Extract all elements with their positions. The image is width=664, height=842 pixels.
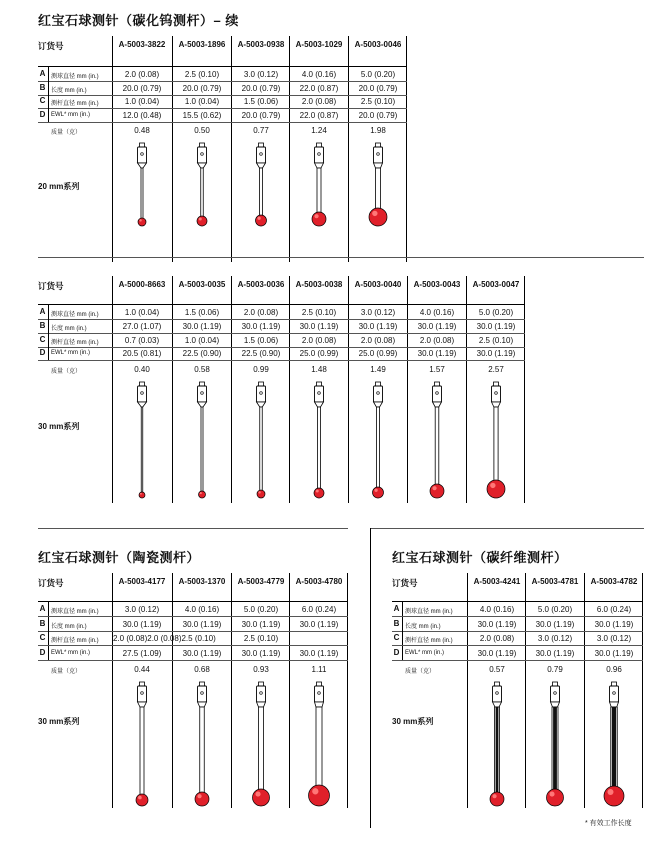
table-cell: 2.0 (0.08): [479, 634, 515, 643]
row-description: 测球直径 mm (in.): [405, 609, 453, 615]
row-key-divider: [48, 333, 49, 347]
order-code: A-5003-4177: [118, 577, 166, 586]
row-key-divider: [48, 67, 49, 81]
table-cell: 1.24: [311, 126, 327, 135]
section-separator: [38, 257, 644, 258]
row-key-divider: [48, 346, 49, 360]
table-cell: 30.0 (1.19): [299, 322, 339, 331]
order-code: A-5003-0035: [178, 280, 226, 289]
table-cell: 30.0 (1.19): [241, 322, 281, 331]
ruby-ball-icon: [604, 786, 624, 806]
table-cell: 20.0 (0.79): [241, 111, 281, 120]
row-description: 长度 mm (in.): [405, 624, 441, 630]
row-description: 测球直径 mm (in.): [51, 312, 99, 318]
table-cell: 4.0 (0.16): [479, 605, 515, 614]
row-rule: [38, 347, 525, 348]
table-rule: [38, 304, 525, 305]
row-rule: [392, 660, 643, 661]
ruby-ball-icon: [253, 789, 270, 806]
row-description: 质量（克）: [51, 669, 82, 675]
row-key-divider: [48, 108, 49, 122]
row-rule: [38, 95, 407, 96]
row-rule: [392, 631, 643, 632]
series-label: 30 mm系列: [38, 422, 80, 431]
stylus-icon: [127, 143, 157, 230]
row-rule: [38, 660, 348, 661]
row-rule: [392, 645, 643, 646]
row-key: D: [39, 348, 46, 357]
order-code: A-5003-1029: [295, 40, 343, 49]
table-cell: 20.5 (0.81): [122, 349, 162, 358]
table-cell: 3.0 (0.12): [596, 634, 632, 643]
table-cell: 20.0 (0.79): [358, 84, 398, 93]
stylus-icon: [304, 382, 334, 502]
row-description: 测杆直径 mm (in.): [405, 638, 453, 644]
table-cell: 2.0 (0.08)2.0 (0.08)2.5 (0.10): [113, 634, 216, 643]
row-description: 测杆直径 mm (in.): [51, 340, 99, 346]
table-cell: 0.58: [194, 365, 210, 374]
stylus-icon: [599, 682, 629, 810]
table-cell: 30.0 (1.19): [417, 322, 457, 331]
row-key: B: [39, 83, 46, 92]
order-number-label: 订货号: [38, 41, 64, 51]
table-cell: 3.0 (0.12): [360, 308, 396, 317]
table-cell: 30.0 (1.19): [594, 649, 634, 658]
table-rule: [38, 601, 348, 602]
stylus-icon: [482, 682, 512, 810]
table-cell: 1.49: [370, 365, 386, 374]
stylus-icon: [363, 143, 393, 230]
table-cell: 1.0 (0.04): [184, 97, 220, 106]
order-code: A-5000-8663: [118, 280, 166, 289]
order-code: A-5003-0938: [237, 40, 285, 49]
table-cell: 30.0 (1.19): [241, 649, 281, 658]
row-key-divider: [48, 646, 49, 660]
ruby-ball-icon: [195, 792, 209, 806]
table-cell: 30.0 (1.19): [417, 349, 457, 358]
table-cell: 20.0 (0.79): [182, 84, 222, 93]
order-code: A-5003-4241: [473, 577, 521, 586]
row-key: A: [39, 69, 46, 78]
table-cell: 20.0 (0.79): [241, 84, 281, 93]
table-cell: 0.79: [547, 665, 563, 674]
row-key-divider: [48, 319, 49, 333]
row-key-divider: [48, 602, 49, 616]
table-cell: 30.0 (1.19): [122, 620, 162, 629]
footnote: * 有效工作长度: [585, 820, 632, 827]
ruby-ball-icon: [547, 789, 564, 806]
row-key: C: [393, 633, 400, 642]
stylus-icon: [246, 682, 276, 810]
section-separator: [371, 528, 644, 529]
row-rule: [38, 108, 407, 109]
row-rule: [38, 333, 525, 334]
table-cell: 30.0 (1.19): [182, 322, 222, 331]
table-cell: 2.5 (0.10): [184, 70, 220, 79]
order-code: A-5003-0038: [295, 280, 343, 289]
series-label: 20 mm系列: [38, 182, 80, 191]
row-key: C: [39, 335, 46, 344]
table-cell: 30.0 (1.19): [594, 620, 634, 629]
row-description: 长度 mm (in.): [51, 326, 87, 332]
row-key: A: [393, 604, 400, 613]
ruby-ball-icon: [490, 792, 504, 806]
ruby-ball-icon: [257, 490, 265, 498]
row-key: B: [393, 619, 400, 628]
order-code: A-5003-1896: [178, 40, 226, 49]
row-key-divider: [402, 617, 403, 631]
stylus-icon: [481, 382, 511, 502]
order-code: A-5003-0043: [413, 280, 461, 289]
table-cell: 2.0 (0.08): [301, 336, 337, 345]
table-cell: 4.0 (0.16): [419, 308, 455, 317]
table-cell: 4.0 (0.16): [184, 605, 220, 614]
table-cell: 30.0 (1.19): [358, 322, 398, 331]
row-description: EWL* mm (in.): [51, 350, 90, 356]
row-rule: [38, 645, 348, 646]
table-cell: 1.57: [429, 365, 445, 374]
table-cell: 0.48: [134, 126, 150, 135]
row-rule: [38, 360, 525, 361]
row-rule: [38, 319, 525, 320]
row-rule: [392, 616, 643, 617]
section-separator: [38, 528, 348, 529]
row-rule: [38, 81, 407, 82]
table-cell: 1.0 (0.04): [124, 97, 160, 106]
row-key-divider: [48, 81, 49, 95]
row-description: 质量（克）: [51, 369, 82, 375]
table-cell: 27.5 (1.09): [122, 649, 162, 658]
ruby-ball-icon: [430, 484, 444, 498]
row-description: 测杆直径 mm (in.): [51, 638, 99, 644]
ruby-ball-icon: [369, 208, 387, 226]
table-cell: 0.50: [194, 126, 210, 135]
order-code: A-5003-0036: [237, 280, 285, 289]
stylus-icon: [304, 143, 334, 230]
table-cell: 12.0 (0.48): [122, 111, 162, 120]
order-code: A-5003-0040: [354, 280, 402, 289]
row-rule: [38, 631, 348, 632]
table-rule: [392, 601, 643, 602]
ruby-ball-icon: [199, 491, 206, 498]
stylus-icon: [540, 682, 570, 810]
row-key-divider: [48, 631, 49, 645]
order-code: A-5003-1370: [178, 577, 226, 586]
table-cell: 1.5 (0.06): [184, 308, 220, 317]
table-cell: 0.93: [253, 665, 269, 674]
table-cell: 2.5 (0.10): [301, 308, 337, 317]
table-cell: 3.0 (0.12): [537, 634, 573, 643]
row-key-divider: [48, 305, 49, 319]
table-cell: 2.0 (0.08): [124, 70, 160, 79]
table-cell: 30.0 (1.19): [476, 349, 516, 358]
row-key: C: [39, 633, 46, 642]
table-cell: 5.0 (0.20): [478, 308, 514, 317]
table-cell: 1.11: [311, 665, 327, 674]
order-number-label: 订货号: [392, 578, 418, 588]
row-key-divider: [402, 631, 403, 645]
row-rule: [38, 122, 407, 123]
table-cell: 30.0 (1.19): [182, 649, 222, 658]
row-description: EWL* mm (in.): [51, 650, 90, 656]
row-key: A: [39, 604, 46, 613]
series-label: 30 mm系列: [392, 717, 434, 726]
stylus-icon: [363, 382, 393, 502]
table-cell: 20.0 (0.79): [122, 84, 162, 93]
ruby-ball-icon: [197, 216, 207, 226]
table-cell: 1.0 (0.04): [184, 336, 220, 345]
table-cell: 2.0 (0.08): [360, 336, 396, 345]
row-key: A: [39, 307, 46, 316]
stylus-icon: [246, 382, 276, 502]
ruby-ball-icon: [373, 487, 384, 498]
row-description: EWL* mm (in.): [51, 112, 90, 118]
row-description: 长度 mm (in.): [51, 88, 87, 94]
table-cell: 6.0 (0.24): [301, 605, 337, 614]
table-cell: 22.0 (0.87): [299, 84, 339, 93]
ruby-ball-icon: [256, 215, 267, 226]
table-cell: 1.0 (0.04): [124, 308, 160, 317]
row-key-divider: [402, 646, 403, 660]
table-cell: 20.0 (0.79): [358, 111, 398, 120]
ruby-ball-icon: [312, 212, 326, 226]
order-number-label: 订货号: [38, 281, 64, 291]
table-cell: 22.5 (0.90): [182, 349, 222, 358]
row-description: 质量（克）: [405, 669, 436, 675]
table-cell: 3.0 (0.12): [124, 605, 160, 614]
row-description: 质量（克）: [51, 130, 82, 136]
ruby-ball-icon: [136, 794, 148, 806]
table-cell: 4.0 (0.16): [301, 70, 337, 79]
order-code: A-5003-4779: [237, 577, 285, 586]
section-title: 红宝石球测针（陶瓷测杆）: [38, 550, 201, 565]
table-cell: 0.57: [489, 665, 505, 674]
stylus-icon: [187, 143, 217, 230]
order-code: A-5003-4781: [531, 577, 579, 586]
stylus-icon: [422, 382, 452, 502]
table-cell: 0.40: [134, 365, 150, 374]
row-key: D: [39, 648, 46, 657]
table-cell: 5.0 (0.20): [360, 70, 396, 79]
table-cell: 22.5 (0.90): [241, 349, 281, 358]
order-code: A-5003-4782: [590, 577, 638, 586]
row-rule: [38, 616, 348, 617]
table-cell: 22.0 (0.87): [299, 111, 339, 120]
table-cell: 2.0 (0.08): [419, 336, 455, 345]
table-cell: 15.5 (0.62): [182, 111, 222, 120]
stylus-icon: [187, 682, 217, 810]
row-description: 测杆直径 mm (in.): [51, 101, 99, 107]
stylus-icon: [246, 143, 276, 230]
table-cell: 30.0 (1.19): [299, 620, 339, 629]
table-cell: 30.0 (1.19): [182, 620, 222, 629]
order-code: A-5003-4780: [295, 577, 343, 586]
table-cell: 1.48: [311, 365, 327, 374]
table-cell: 30.0 (1.19): [476, 322, 516, 331]
table-cell: 0.77: [253, 126, 269, 135]
order-code: A-5003-0046: [354, 40, 402, 49]
table-cell: 0.96: [606, 665, 622, 674]
section-divider-vertical: [370, 528, 371, 828]
table-cell: 1.98: [370, 126, 386, 135]
table-cell: 30.0 (1.19): [477, 620, 517, 629]
row-key: B: [39, 321, 46, 330]
table-cell: 2.0 (0.08): [301, 97, 337, 106]
table-cell: 0.7 (0.03): [124, 336, 160, 345]
table-cell: 30.0 (1.19): [535, 649, 575, 658]
row-description: 测球直径 mm (in.): [51, 609, 99, 615]
table-cell: 30.0 (1.19): [477, 649, 517, 658]
table-cell: 2.57: [488, 365, 504, 374]
table-cell: 27.0 (1.07): [122, 322, 162, 331]
table-cell: 5.0 (0.20): [537, 605, 573, 614]
table-cell: 1.5 (0.06): [243, 336, 279, 345]
row-key: B: [39, 619, 46, 628]
table-cell: 30.0 (1.19): [241, 620, 281, 629]
table-cell: 25.0 (0.99): [299, 349, 339, 358]
order-number-label: 订货号: [38, 578, 64, 588]
order-code: A-5003-0047: [472, 280, 520, 289]
row-key: C: [39, 96, 46, 105]
row-description: 测球直径 mm (in.): [51, 74, 99, 80]
row-description: EWL* mm (in.): [405, 650, 444, 656]
row-key: D: [393, 648, 400, 657]
ruby-ball-icon: [309, 785, 330, 806]
table-cell: 0.68: [194, 665, 210, 674]
stylus-icon: [127, 382, 157, 502]
table-rule: [38, 66, 407, 67]
table-cell: 3.0 (0.12): [243, 70, 279, 79]
table-cell: 2.5 (0.10): [360, 97, 396, 106]
table-cell: 0.44: [134, 665, 150, 674]
table-cell: 2.5 (0.10): [243, 634, 279, 643]
section-title: 红宝石球测针（碳化钨测杆）– 续: [38, 13, 239, 28]
table-cell: 30.0 (1.19): [535, 620, 575, 629]
table-cell: 6.0 (0.24): [596, 605, 632, 614]
table-cell: 2.0 (0.08): [243, 308, 279, 317]
row-key-divider: [48, 94, 49, 108]
row-key-divider: [48, 617, 49, 631]
ruby-ball-icon: [487, 480, 505, 498]
series-label: 30 mm系列: [38, 717, 80, 726]
table-cell: 5.0 (0.20): [243, 605, 279, 614]
table-cell: 2.5 (0.10): [478, 336, 514, 345]
stylus-icon: [187, 382, 217, 502]
row-description: 长度 mm (in.): [51, 624, 87, 630]
row-key-divider: [402, 602, 403, 616]
section-title: 红宝石球测针（碳纤维测杆）: [392, 550, 568, 565]
stylus-icon: [304, 682, 334, 810]
table-cell: 0.99: [253, 365, 269, 374]
row-key: D: [39, 110, 46, 119]
ruby-ball-icon: [139, 492, 145, 498]
stylus-icon: [127, 682, 157, 810]
ruby-ball-icon: [138, 218, 146, 226]
table-cell: 30.0 (1.19): [299, 649, 339, 658]
table-cell: 1.5 (0.06): [243, 97, 279, 106]
ruby-ball-icon: [314, 488, 324, 498]
table-cell: 25.0 (0.99): [358, 349, 398, 358]
order-code: A-5003-3822: [118, 40, 166, 49]
